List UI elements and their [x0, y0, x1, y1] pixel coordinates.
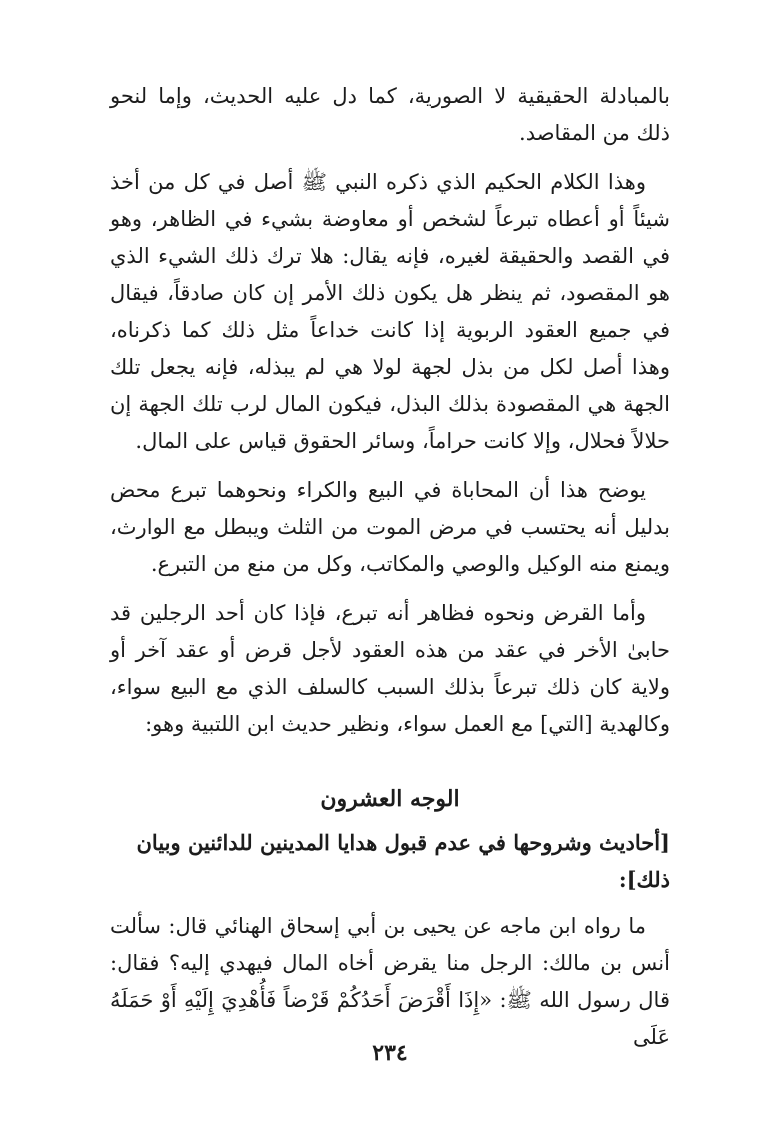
page-body — [110, 78, 670, 1056]
paragraph-5: ما رواه ابن ماجه عن يحيى بن أبي إسحاق الهنائي قال: سألت أنس بن مالك: الرجل منا يقرض أخاه المال فيهدي إليه؟ فقال: قال رسول الله ﷺ: «إِذَا أَقْرَضَ أَحَدُكُمْ قَرْضاً فَأُهْدِيَ إِلَيْهِ أَوْ حَمَلَهُ عَلَى — [110, 914, 670, 1049]
page-number: ٢٣٤ — [372, 1040, 408, 1066]
sub-heading: [أحاديث وشروحها في عدم قبول هدايا المدينين للدائنين وبيان ذلك]: — [136, 830, 670, 892]
paragraph-3: يوضح هذا أن المحاباة في البيع والكراء ونحوهما تبرع محض بدليل أنه يحتسب في مرض الموت من الثلث ويبطل مع الوارث، ويمنع منه الوكيل والوصي والمكاتب، وكل من منع من التبرع. — [110, 478, 670, 576]
paragraph-2: وهذا الكلام الحكيم الذي ذكره النبي ﷺ أصل في كل من أخذ شيئاً أو أعطاه تبرعاً لشخص أو معاوضة بشيء في الظاهر، وهو في القصد والحقيقة لغيره، فإنه يقال: هلا ترك ذلك الشيء الذي هو المقصود، ثم ينظر هل يكون ذلك الأمر إن كان صادقاً، فيقال في جميع العقود الربوية إذا كانت خداعاً مثل ذلك كما ذكرناه، وهذا أصل لكل من بذل لجهة لولا هي لم يبذله، فإنه يجعل تلك الجهة هي المقصودة بذلك البذل، فيكون المال لرب تلك الجهة إن حلالاً فحلال، وإلا كانت حراماً، وسائر الحقوق قياس على المال. — [110, 170, 670, 453]
section-heading: الوجه العشرون — [320, 786, 460, 812]
paragraph-4: وأما القرض ونحوه فظاهر أنه تبرع، فإذا كان أحد الرجلين قد حابىٰ الأخر في عقد من هذه العقود لأجل قرض أو عقد آخر أو ولاية كان ذلك تبرعاً بذلك السبب كالسلف الذي مع البيع سواء، وكالهدية [التي] مع العمل سواء، ونظير حديث ابن اللتبية وهو: — [110, 601, 670, 736]
paragraph-1: بالمبادلة الحقيقية لا الصورية، كما دل عليه الحديث، وإما لنحو ذلك من المقاصد. — [110, 84, 670, 145]
